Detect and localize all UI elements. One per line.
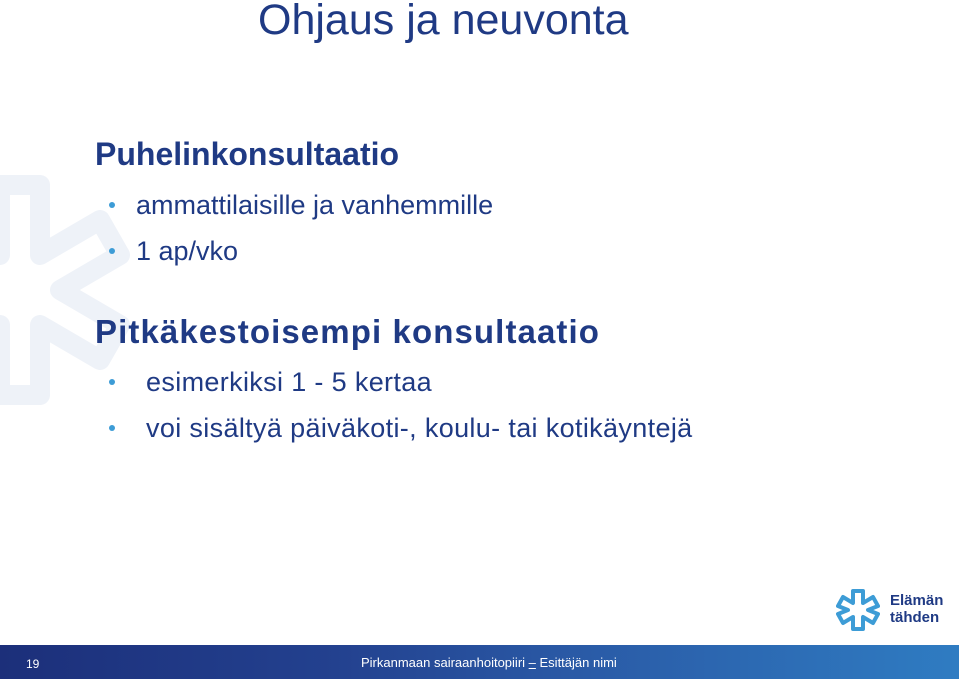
star-of-life-icon <box>836 588 880 632</box>
bullet-icon <box>109 379 115 385</box>
list-item <box>136 236 238 267</box>
logo-line: Elämän <box>890 592 944 609</box>
logo-line: tähden <box>890 609 940 626</box>
slide-title: Ohjaus ja neuvonta <box>258 0 629 44</box>
list-item-text: esimerkiksi 1 - 5 kertaa <box>146 367 432 397</box>
section-heading-long-consultation: Pitkäkestoisempi konsultaatio <box>95 313 601 350</box>
list-item-text: 1 ap/vko <box>136 236 239 266</box>
list-item-text: voi sisältyä päiväkoti-, koulu- tai kotikäyntejä <box>146 413 693 443</box>
list-item <box>146 367 432 398</box>
footer-text <box>361 655 617 670</box>
bullet-icon <box>109 425 115 431</box>
list-item <box>136 190 493 221</box>
bullet-icon <box>109 248 115 254</box>
footer-presenter: Esittäjän nimi <box>539 655 617 670</box>
logo-wordmark <box>890 592 943 626</box>
footer-separator: – <box>528 655 536 670</box>
section-heading-phone-consultation: Puhelinkonsultaatio <box>95 136 400 172</box>
bullet-icon <box>109 202 115 208</box>
footer-organization: Pirkanmaan sairaanhoitopiiri <box>361 655 526 670</box>
slide-number: 19 <box>26 657 40 671</box>
list-item <box>146 413 693 444</box>
list-item-text: ammattilaisille ja vanhemmille <box>136 190 494 220</box>
